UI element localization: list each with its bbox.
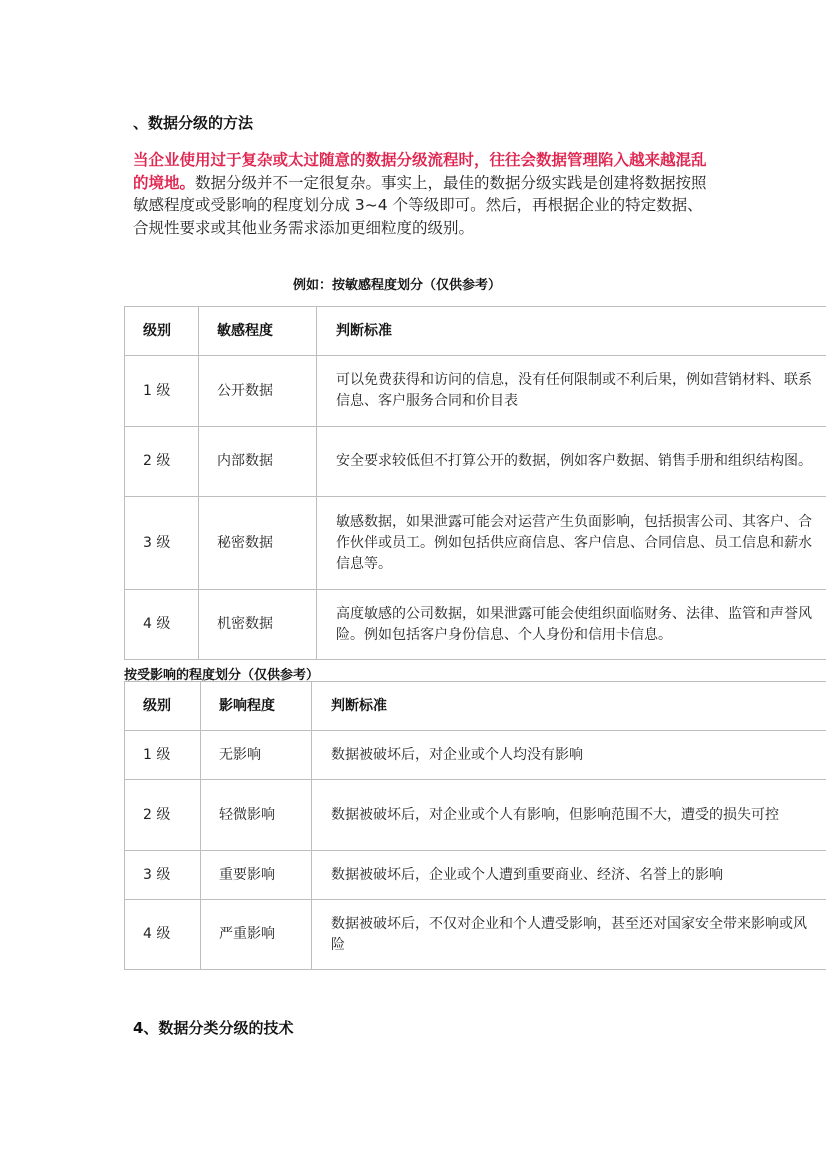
criteria-cell: 安全要求较低但不打算公开的数据，例如客户数据、销售手册和组织结构图。 [317, 427, 826, 497]
category-cell: 严重影响 [201, 900, 312, 970]
table2-caption: 按受影响的程度划分（仅供参考） [124, 668, 320, 683]
sensitivity-table [124, 306, 826, 660]
intro-paragraph [133, 149, 708, 239]
category-cell: 公开数据 [199, 356, 317, 427]
level-cell: 1 级 [125, 356, 199, 427]
level-cell: 1 级 [125, 731, 201, 780]
header-level: 级别 [125, 307, 199, 356]
header-impact: 影响程度 [201, 682, 312, 731]
next-section-heading: 4、数据分类分级的技术 [133, 1019, 294, 1037]
table-row [125, 851, 826, 900]
table-row [125, 590, 826, 660]
category-cell: 无影响 [201, 731, 312, 780]
table-header-row [125, 682, 826, 731]
impact-table [124, 681, 826, 970]
category-cell: 机密数据 [199, 590, 317, 660]
table-row [125, 731, 826, 780]
level-cell: 2 级 [125, 427, 199, 497]
header-criteria: 判断标准 [317, 307, 826, 356]
table-row [125, 780, 826, 851]
criteria-cell: 数据被破坏后，不仅对企业和个人遭受影响，甚至还对国家安全带来影响或风险 [312, 900, 826, 970]
criteria-cell: 数据被破坏后，对企业或个人均没有影响 [312, 731, 826, 780]
header-criteria: 判断标准 [312, 682, 826, 731]
category-cell: 秘密数据 [199, 497, 317, 590]
table-row [125, 356, 826, 427]
level-cell: 2 级 [125, 780, 201, 851]
level-cell: 4 级 [125, 900, 201, 970]
table1-caption: 例如：按敏感程度划分（仅供参考） [293, 278, 502, 293]
category-cell: 重要影响 [201, 851, 312, 900]
criteria-cell: 高度敏感的公司数据，如果泄露可能会使组织面临财务、法律、监管和声誉风险。例如包括客户身份信息、个人身份和信用卡信息。 [317, 590, 826, 660]
table-row [125, 900, 826, 970]
criteria-cell: 数据被破坏后，对企业或个人有影响，但影响范围不大，遭受的损失可控 [312, 780, 826, 851]
intro-highlight: 当企业使用过于复杂或太过随意的数据分级流程时，往往会数据管理陷入越来越混乱的境地。 [133, 151, 707, 192]
table-header-row [125, 307, 826, 356]
level-cell: 4 级 [125, 590, 199, 660]
intro-body: 数据分级并不一定很复杂。事实上，最佳的数据分级实践是创建将数据按照敏感程度或受影响的程度划分成 3~4 个等级即可。然后，再根据企业的特定数据、合规性要求或其他业务需求添加更细粒度的级别。 [133, 173, 707, 237]
category-cell: 内部数据 [199, 427, 317, 497]
level-cell: 3 级 [125, 497, 199, 590]
criteria-cell: 可以免费获得和访问的信息，没有任何限制或不利后果，例如营销材料、联系信息、客户服务合同和价目表 [317, 356, 826, 427]
header-sensitivity: 敏感程度 [199, 307, 317, 356]
category-cell: 轻微影响 [201, 780, 312, 851]
header-level: 级别 [125, 682, 201, 731]
criteria-cell: 敏感数据，如果泄露可能会对运营产生负面影响，包括损害公司、其客户、合作伙伴或员工。例如包括供应商信息、客户信息、合同信息、员工信息和薪水信息等。 [317, 497, 826, 590]
level-cell: 3 级 [125, 851, 201, 900]
table-row [125, 497, 826, 590]
section-heading: 、数据分级的方法 [133, 114, 254, 132]
criteria-cell: 数据被破坏后，企业或个人遭到重要商业、经济、名誉上的影响 [312, 851, 826, 900]
table-row [125, 427, 826, 497]
